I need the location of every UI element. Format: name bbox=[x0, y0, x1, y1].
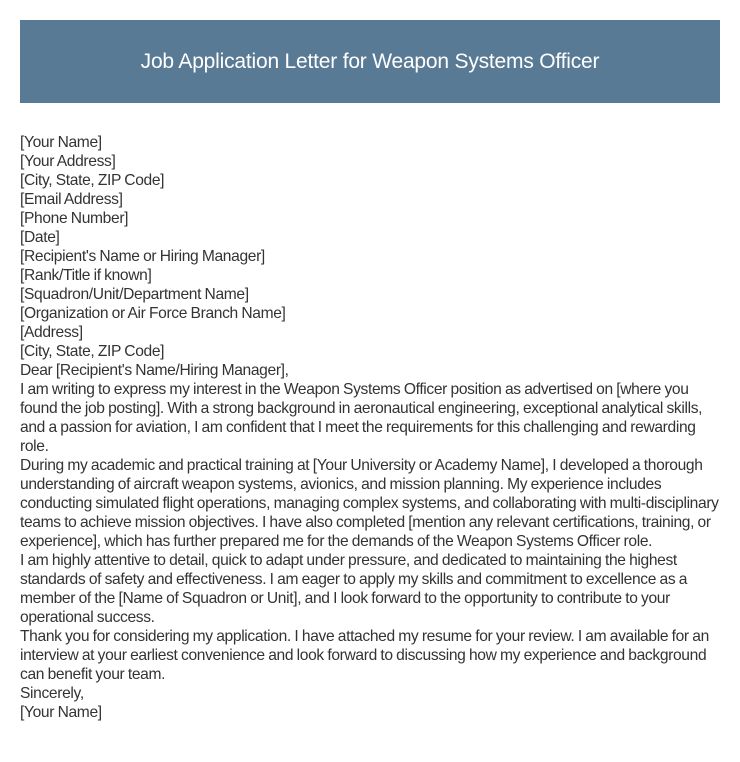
sender-address: [Your Address] bbox=[20, 153, 116, 170]
recipient-city-state-zip: [City, State, ZIP Code] bbox=[20, 343, 165, 360]
closing: Sincerely, bbox=[20, 685, 84, 702]
paragraph-experience: During my academic and practical training at [Your University or Academy Name], I developed a thorough understanding of aircraft weapon systems, avionics, and mission planning. My experience includes conducting simulated flight operations, managing complex systems, and collaborating with multi-disciplinary teams to achieve mission objectives. I have also completed [mention any relevant certifications, training, or experience], which has further prepared me for the demands of the Weapon Systems Officer role. bbox=[20, 457, 719, 550]
recipient-address: [Address] bbox=[20, 324, 83, 341]
page-title: Job Application Letter for Weapon Systems Officer bbox=[140, 49, 600, 73]
page-header bbox=[20, 20, 720, 103]
letter-date: [Date] bbox=[20, 229, 60, 246]
salutation: Dear [Recipient's Name/Hiring Manager], bbox=[20, 362, 289, 379]
paragraph-qualities: I am highly attentive to detail, quick to adapt under pressure, and dedicated to maintaining the highest standards of safety and effectiveness. I am eager to apply my skills and commitment to excellence as a member of the [Name of Squadron or Unit], and I look forward to the opportunity to contribute to your operational success. bbox=[20, 552, 688, 626]
sender-city-state-zip: [City, State, ZIP Code] bbox=[20, 172, 165, 189]
signature: [Your Name] bbox=[20, 704, 102, 721]
sender-block bbox=[20, 133, 725, 247]
recipient-organization: [Organization or Air Force Branch Name] bbox=[20, 305, 286, 322]
recipient-block bbox=[20, 247, 725, 361]
sender-phone: [Phone Number] bbox=[20, 210, 129, 227]
recipient-rank-title: [Rank/Title if known] bbox=[20, 267, 152, 284]
sender-name: [Your Name] bbox=[20, 134, 102, 151]
letter-body bbox=[20, 133, 725, 722]
sender-email: [Email Address] bbox=[20, 191, 123, 208]
paragraph-intro: I am writing to express my interest in the Weapon Systems Officer position as advertised on [where you found the job posting]. With a strong background in aeronautical engineering, exceptional analytical skills, and a passion for aviation, I am confident that I meet the requirements for this challenging and rewarding role. bbox=[20, 381, 703, 455]
paragraph-closing: Thank you for considering my application. I have attached my resume for your review. I am available for an interview at your earliest convenience and look forward to discussing how my experience and background can benefit your team. bbox=[20, 628, 709, 683]
recipient-unit: [Squadron/Unit/Department Name] bbox=[20, 286, 249, 303]
recipient-name: [Recipient's Name or Hiring Manager] bbox=[20, 248, 265, 265]
